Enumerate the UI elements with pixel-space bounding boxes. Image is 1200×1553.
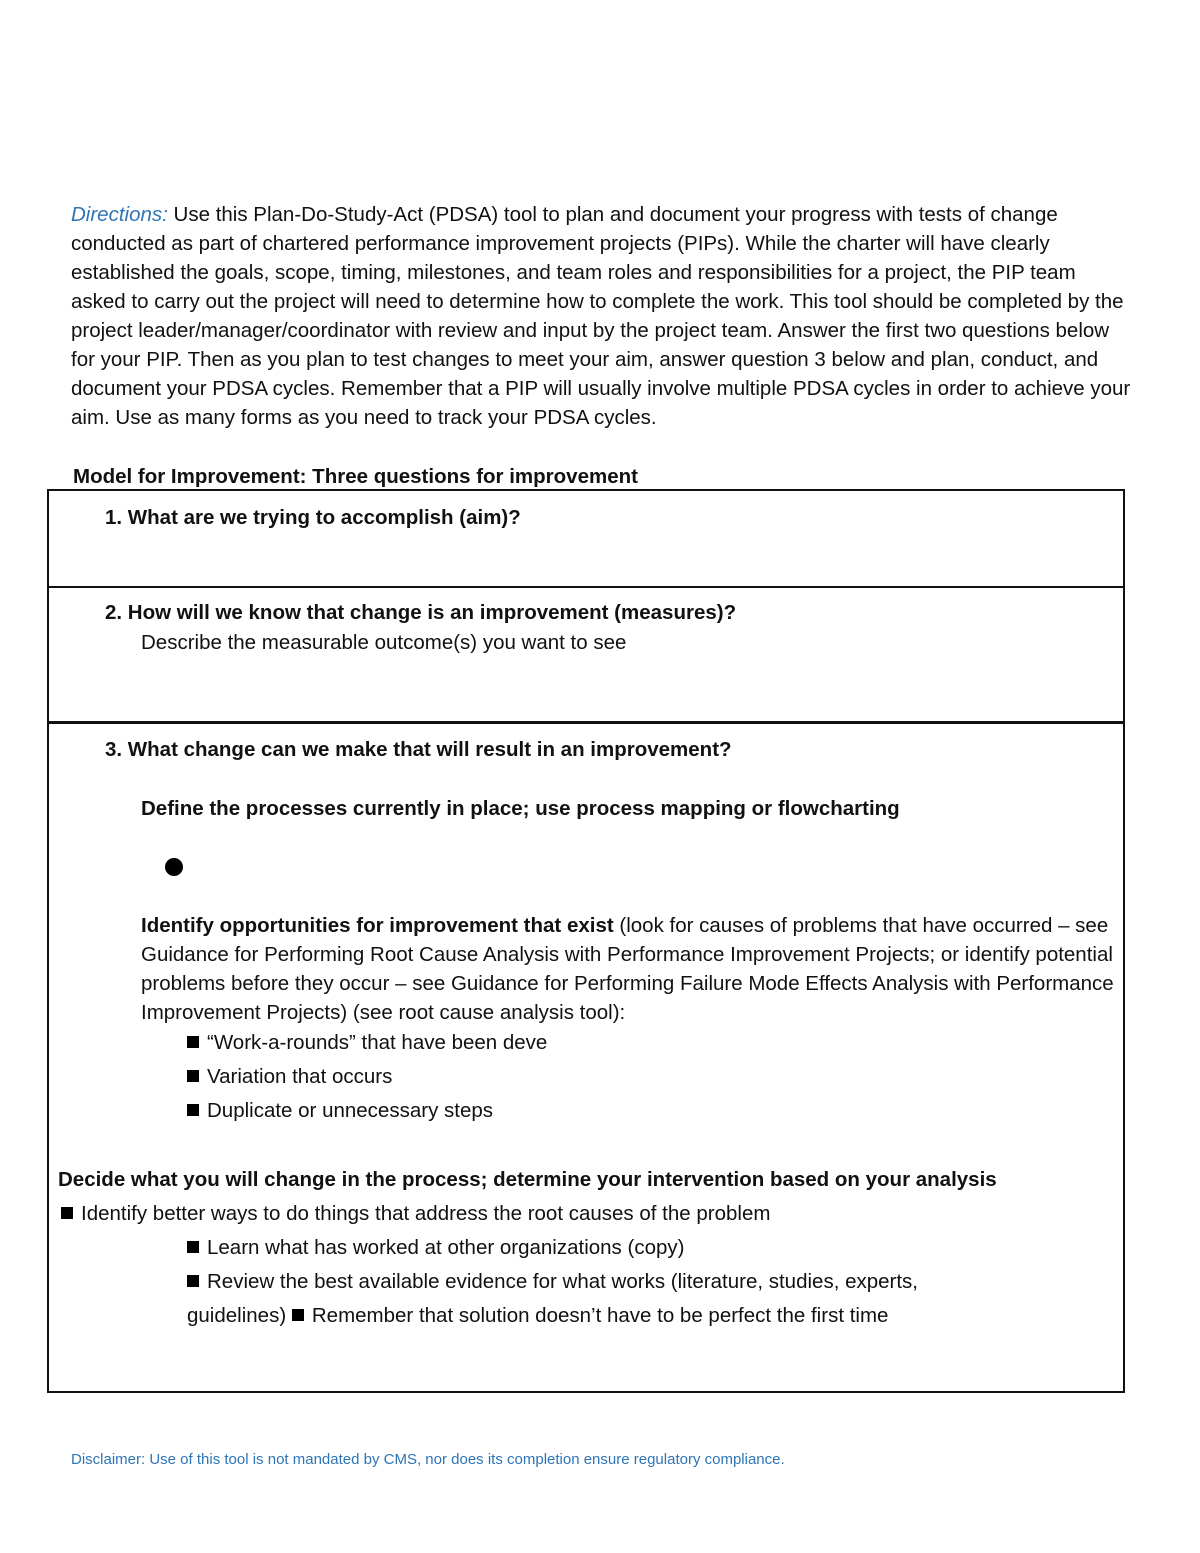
list-item: “Work-a-rounds” that have been deve — [187, 1028, 547, 1057]
question-3-title: 3. What change can we make that will result in an improvement? — [105, 738, 732, 761]
square-bullet-icon — [187, 1104, 199, 1116]
directions-label: Directions: — [71, 203, 168, 226]
question-2-subtext: Describe the measurable outcome(s) you want to see — [141, 631, 627, 654]
directions-paragraph — [71, 200, 1136, 432]
directions-text: Use this Plan-Do-Study-Act (PDSA) tool to plan and document your progress with tests of change conducted as part of chartered performance improvement projects (PIPs). While the charter will have clearly established the goals, scope, timing, milestones, and team roles and responsibilities for a project, the PIP team asked to carry out the project will need to determine how to complete the work. This tool should be completed by the project leader/manager/coordinator with review and input by the project team. Answer the first two questions below for your PIP. Then as you plan to test changes to meet your aim, answer question 3 below and plan, conduct, and document your PDSA cycles. Remember that a PIP will usually involve multiple PDSA cycles in order to achieve your aim. Use as many forms as you need to track your PDSA cycles. — [71, 203, 1131, 429]
list-item: guidelines) Remember that solution doesn’t have to be perfect the first time — [187, 1304, 889, 1327]
square-bullet-icon — [187, 1070, 199, 1082]
identify-opportunities-rest: (look for causes of problems that have occurred – see Guidance for Performing Root Cause Analysis with Performance Improvement Projects; or identify potential problems before they occur – see Guidance for Performing Failure Mode Effects Analysis with Performance Improvement Projects) (see root cause analysis tool): — [141, 914, 1114, 1024]
square-bullet-icon — [187, 1241, 199, 1253]
question-2-title: 2. How will we know that change is an improvement (measures)? — [105, 601, 737, 624]
list-item: Learn what has worked at other organizations (copy) — [187, 1233, 684, 1262]
list-item: Variation that occurs — [187, 1062, 392, 1091]
define-processes-text: Define the processes currently in place; use process mapping or flowcharting — [141, 797, 900, 820]
identify-opportunities-paragraph — [141, 911, 1126, 1027]
list-item: Identify better ways to do things that address the root causes of the problem — [61, 1199, 770, 1228]
list-item: Duplicate or unnecessary steps — [187, 1096, 493, 1125]
model-heading: Model for Improvement: Three questions for improvement — [73, 465, 638, 488]
decide-change-heading: Decide what you will change in the process; determine your intervention based on your analysis — [58, 1168, 997, 1191]
disclaimer-text: Disclaimer: Use of this tool is not mandated by CMS, nor does its completion ensure regulatory compliance. — [71, 1451, 785, 1468]
square-bullet-icon — [61, 1207, 73, 1219]
identify-opportunities-bold: Identify opportunities for improvement that exist — [141, 914, 614, 937]
question-1-title: 1. What are we trying to accomplish (aim)? — [105, 506, 521, 529]
square-bullet-icon — [187, 1275, 199, 1287]
bullet-dot-icon — [165, 858, 183, 876]
list-item: Review the best available evidence for what works (literature, studies, experts, — [187, 1267, 918, 1296]
square-bullet-icon — [187, 1036, 199, 1048]
square-bullet-icon — [292, 1309, 304, 1321]
